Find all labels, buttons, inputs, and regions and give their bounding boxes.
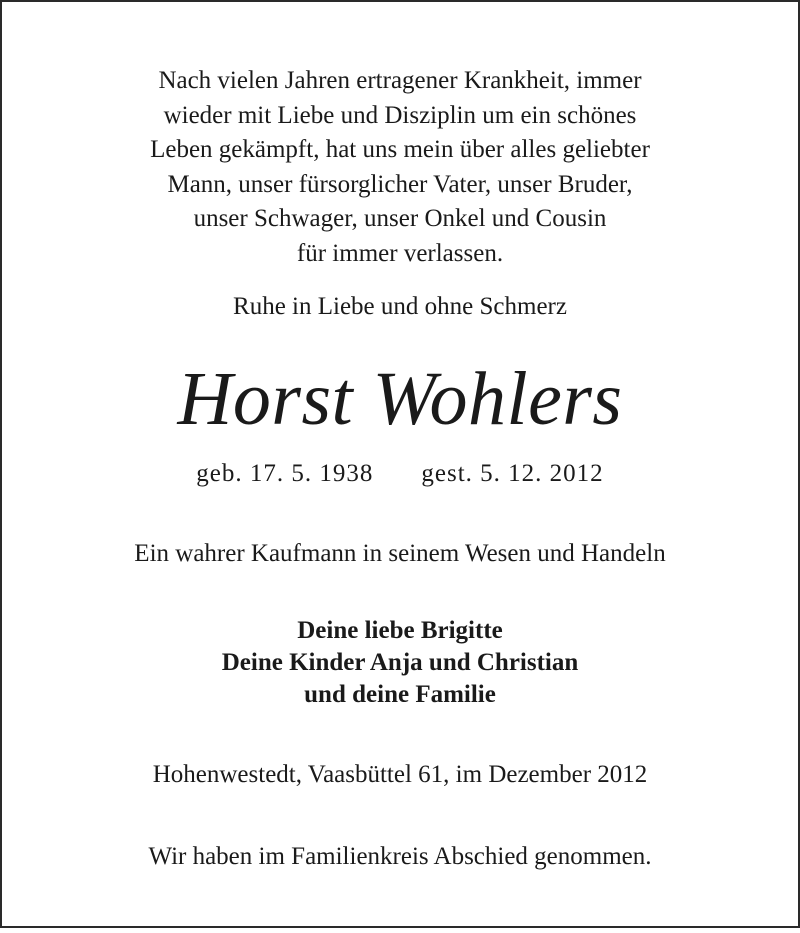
motto: Ruhe in Liebe und ohne Schmerz bbox=[233, 293, 567, 320]
intro-line: Mann, unser fürsorglicher Vater, unser Bruder, bbox=[167, 170, 633, 198]
family-line: Deine liebe Brigitte bbox=[297, 617, 503, 644]
intro-line: für immer verlassen. bbox=[296, 239, 504, 267]
family-line: Deine Kinder Anja und Christian bbox=[221, 649, 579, 676]
intro-line: Nach vielen Jahren ertragener Krankheit, immer bbox=[158, 67, 642, 94]
deceased-name: Horst Wohlers bbox=[177, 357, 623, 441]
place-and-date: Hohenwestedt, Vaasbüttel 61, im Dezember 2012 bbox=[152, 761, 648, 788]
birth-date: geb. 17. 5. 1938 bbox=[196, 460, 374, 487]
closing-note: Wir haben im Familienkreis Abschied genommen. bbox=[148, 843, 652, 870]
death-date: gest. 5. 12. 2012 bbox=[421, 460, 604, 487]
intro-text bbox=[2, 64, 798, 271]
intro-line: wieder mit Liebe und Disziplin um ein schönes bbox=[163, 101, 637, 129]
life-dates bbox=[2, 457, 798, 491]
intro-line: Leben gekämpft, hat uns mein über alles geliebter bbox=[150, 136, 650, 163]
intro-line: unser Schwager, unser Onkel und Cousin bbox=[193, 205, 607, 232]
family-line: und deine Familie bbox=[304, 681, 496, 708]
family-signatures bbox=[2, 615, 798, 711]
tribute-line: Ein wahrer Kaufmann in seinem Wesen und Handeln bbox=[134, 540, 666, 567]
